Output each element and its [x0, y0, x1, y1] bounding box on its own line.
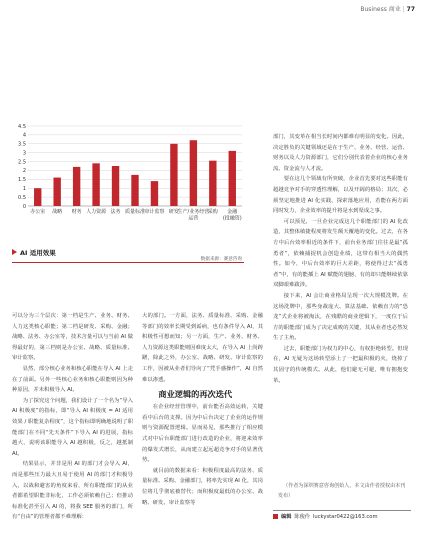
x-tick-label: 审计监察 — [144, 209, 165, 215]
x-tick-label: 金融(投融资) — [222, 209, 242, 222]
paragraph: 在企业经营管理中，前台能否高效运转，关键看中后台的支撑。因为中后台决定了企业的运作规则与资源配置逻辑。显而易见，那些推行了相应模式对中后台职能部门进行改造的企业，将迎来效率的爆发式增长，从而建立起远超竞争对手的显著优势。 — [142, 404, 263, 464]
figure-caption-text: AI 适用效果 — [20, 248, 56, 257]
paragraph: 可以预见，一旦企业完成这几个职能部门的 AI 化改造，其整体敏捷程度将发生颠天覆地的变化。过去，在各方中后台效率相近的条件下，前台业务部门往往是最“孤勇者”，依赖捕捉机会创造业绩，这带有相当大的偶然性。如今，中后台效率的巨大差距，将使得过去“孤勇者”中，有的能插上 AI 赋能的翅膀，有的却只能继续依靠双脚艰难跋涉。 — [273, 218, 408, 289]
paragraph: 显然，部分核心业务和核心职能在导入 AI 上走在了前面。另外一些核心业务和核心职能则因为种种原因，并未积极导入 AI。 — [12, 365, 133, 394]
text-column-3 — [273, 132, 408, 386]
x-tick-label: 采购 — [207, 209, 218, 215]
y-tick-label: 1.5 — [18, 177, 26, 184]
paragraph: 为了探究这个问题，我们设计了一个名为“导入 AI 积极度”的指标，即“导入 AI 积极度 = AI 适用效果 / 职能复杂程度”，这个指标即明确地说明了职能部门在不同“先天条件”下导入 AI 的进展，指标越大，说明该职能导入 AI 越积极，反之，越抵制 AI。 — [12, 397, 133, 457]
paragraph: 要在这几个领域有所突破，企业首先要对这些职能有超越竞争对手的穿透性理解，以及开阔的格局；其次，必须坚定地推进 AI 化实践，探索落地应用，若能在两方面同时发力，企业效率的提升将是水到渠成之事。 — [273, 176, 408, 215]
paragraph: 结果显示，并非是用 AI 的部门才会导入 AI，而是那些压力最大且易于使用 AI 的部门才积极导入，以战和避害的角度来看，所有职能部门的从业者都希望职能非标化，工作必须依赖自己；但推动标准化甚至引入 AI 的，将我 SEE 服务的部门，所有“自由”的管理者都不难理解： — [12, 461, 133, 521]
paragraph: 可以分为三个层次：第一档是生产、业务、财务、人力这类核心职能；第二档是研发、采购、金融；战略、法务、办公室等，技术含量可以与当前 AI 做得最好的，第三档则是办公室、战略、质量标准、审计监察。 — [12, 313, 133, 362]
running-header — [360, 4, 415, 13]
bar — [53, 178, 60, 206]
footer-divider — [273, 510, 411, 511]
y-tick-label: 0 — [22, 203, 26, 210]
bar — [131, 175, 138, 206]
y-tick-label: 1 — [22, 186, 26, 193]
figure-source: 数据来源：赛意咨询 — [200, 257, 242, 262]
editor-name: 陈俊伶 — [294, 514, 310, 520]
x-tick-label: 法务 — [110, 209, 121, 215]
x-tick-label: 生产/业务经营运营 — [177, 209, 210, 222]
x-tick-label: 财务 — [71, 209, 82, 215]
section-heading: 商业逻辑的再次迭代 — [158, 389, 233, 400]
y-tick-label: 3 — [22, 150, 26, 157]
paragraph: 部门，其变革在相当长时间内都难有明显的变化。因此，决定胜负的关键领域还是在于生产、业务、经营、运营、财务以及人力资源部门，它们分别代表着企业的核心业务流、资金流与人才流。 — [273, 134, 408, 172]
editor-label: 编辑 — [281, 514, 292, 520]
x-tick-label: 研发 — [168, 209, 179, 215]
x-tick-label: 质量标准 — [124, 209, 146, 215]
page-number: 77 — [406, 6, 415, 13]
x-tick-label: 战略 — [52, 209, 63, 215]
bar — [209, 161, 216, 206]
caption-triangle-icon — [12, 249, 17, 255]
bar — [190, 140, 197, 206]
bar — [151, 181, 158, 206]
x-tick-label: 人力资源 — [86, 209, 107, 215]
bar — [73, 167, 80, 206]
y-tick-label: 4.5 — [18, 123, 26, 130]
author-note: （作者为深圳赛意咨询创始人，本文由作者授权由本刊发布） — [278, 483, 406, 499]
editor-footer — [273, 513, 378, 520]
bar-chart — [12, 122, 244, 240]
y-tick-label: 4 — [22, 132, 26, 139]
figure-divider — [12, 262, 244, 263]
bar — [170, 144, 177, 206]
text-column-2 — [142, 311, 263, 508]
header-section: Business 商业 — [360, 6, 401, 13]
editor-email: luckystar0422@163.com — [312, 513, 378, 520]
y-tick-label: 3.5 — [18, 141, 26, 148]
y-tick-label: 2 — [22, 168, 26, 175]
footer-square-icon — [273, 514, 278, 519]
paragraph: 过去，职能部门为权力的中心，有权拒绝转型。但现在，AI 无疑为这场转型添上了一把最积极的火，烧掉了其固守的传统模式。从此，他们避无可避，唯有拥抱变革。 — [273, 345, 408, 384]
y-tick-label: 2.5 — [18, 159, 26, 166]
bar — [34, 188, 41, 206]
bar — [112, 166, 119, 206]
y-tick-label: 0.5 — [18, 194, 26, 201]
paragraph: 大的部门。一方面，法务、质量标准、采购、金融等部门的效率长期受到诟病，也有条件导入 AI，其积极性可想而知；另一方面，生产、业务、财务、人力资源这类职能则因难度太大，在导入 AI 上尚踌躇，除此之外，办公室、战略、研发、审计监察的工作，因被从业者们导向了“凭手感操作”，AI 自然难以渗透。 — [142, 313, 263, 383]
bar — [92, 163, 99, 206]
text-column-1 — [12, 311, 133, 523]
paragraph: 接下来，AI 会让商业格局呈现一次大规模洗牌。在这场洗牌中，那些身裁庞大、算法基础、依赖直力的“恐龙”式企业将被淘汰，在残酷的商业逻辑下，一度位于后方的职能部门成为了决定成败的关键，其从业者也必然发生了主角。 — [273, 292, 408, 342]
header-separator: | — [402, 6, 405, 13]
paragraph: 就目前的数据来看：积极程度最高的法务、质量标准、采购、金融部门，将率先实现 AI 化，其岗位将几乎彻底被替代；而积极度最低的办公室、战略、研发、审计监察等 — [142, 467, 263, 506]
bar-chart-svg — [12, 122, 244, 240]
bar — [229, 151, 236, 206]
x-tick-label: 办公室 — [30, 209, 46, 215]
